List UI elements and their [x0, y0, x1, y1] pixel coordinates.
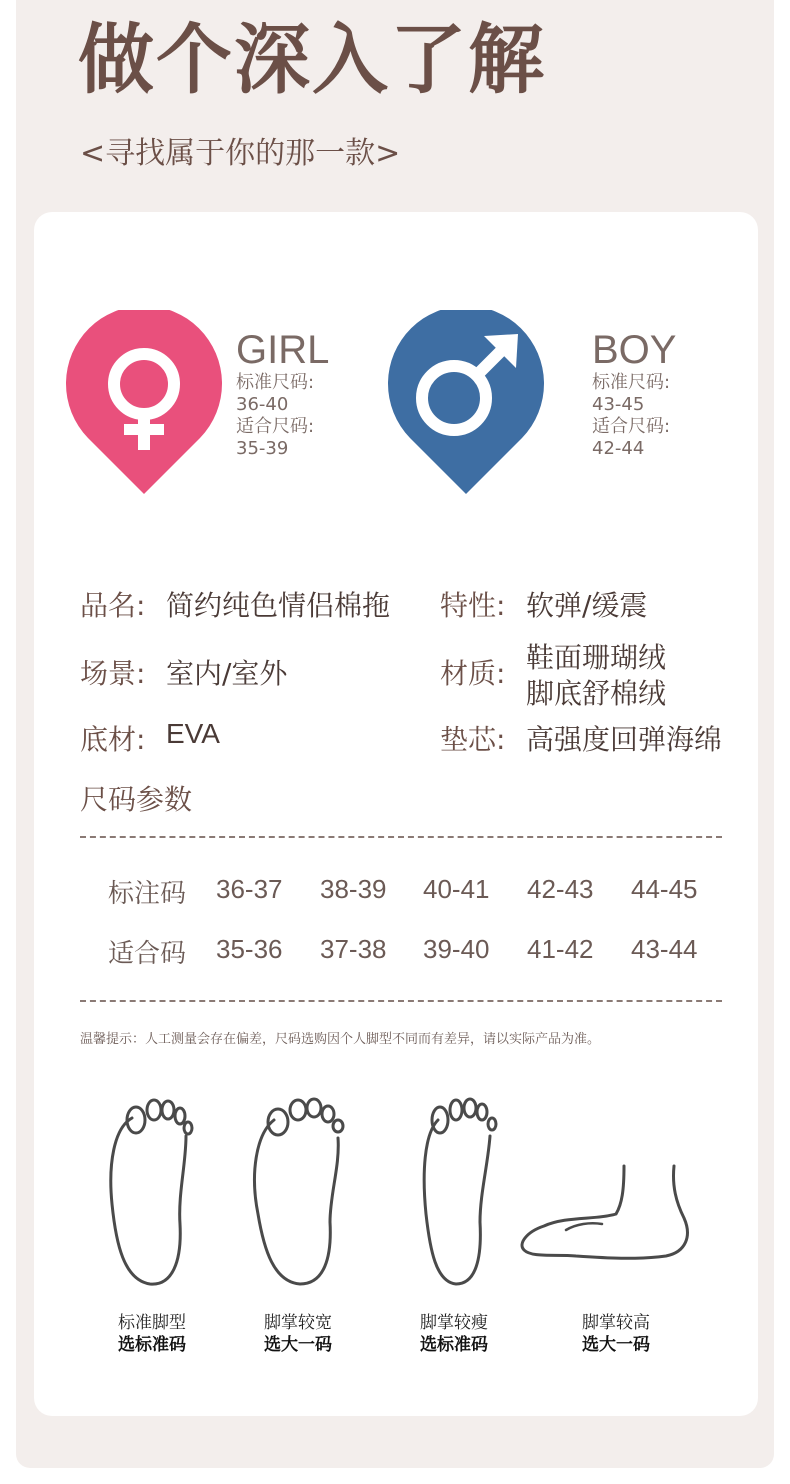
- spec-core-label: 垫芯:: [440, 723, 506, 756]
- girl-standard-label: 标准尺码:: [236, 372, 315, 393]
- male-symbol-icon: [388, 310, 544, 496]
- boy-standard-value: 43-45: [592, 394, 645, 415]
- size-table-title: 尺码参数: [80, 783, 193, 816]
- size-cell: 43-44: [631, 934, 698, 964]
- boy-fit-label: 适合尺码:: [592, 416, 671, 437]
- foot-advice: 选大一码: [582, 1335, 650, 1355]
- size-cell: 39-40: [423, 934, 490, 964]
- wide-foot-icon: [248, 1094, 348, 1294]
- page-subtitle: <寻找属于你的那一款>: [80, 136, 401, 171]
- foot-caption: 脚掌较高: [582, 1313, 650, 1333]
- spec-sole-label: 底材:: [80, 723, 146, 756]
- spec-material-value-2: 脚底舒棉绒: [526, 677, 667, 710]
- divider-bottom: [80, 1000, 722, 1002]
- page-title: 做个深入了解: [78, 15, 546, 104]
- female-symbol-icon: [66, 310, 222, 496]
- foot-caption: 标准脚型: [118, 1313, 186, 1333]
- size-row-label-fit: 适合码: [108, 939, 187, 969]
- size-tip: 温馨提示：人工测量会存在偏差，尺码选购因个人脚型不同而有差异，请以实际产品为准。: [80, 1032, 601, 1047]
- size-row-label-standard: 标注码: [108, 879, 187, 909]
- boy-standard-label: 标准尺码:: [592, 372, 671, 393]
- boy-fit-value: 42-44: [592, 438, 645, 459]
- foot-advice: 选大一码: [264, 1335, 332, 1355]
- size-cell: 41-42: [527, 934, 594, 964]
- size-cell: 37-38: [320, 934, 387, 964]
- spec-material-value-1: 鞋面珊瑚绒: [526, 641, 667, 674]
- thin-foot-icon: [410, 1094, 500, 1294]
- spec-sole-value: EVA: [166, 718, 220, 749]
- spec-material-label: 材质:: [440, 657, 506, 690]
- spec-name-label: 品名:: [80, 589, 146, 622]
- spec-feature-label: 特性:: [440, 589, 506, 622]
- spec-feature-value: 软弹/缓震: [526, 589, 648, 622]
- foot-advice: 选标准码: [420, 1335, 488, 1355]
- foot-caption: 脚掌较瘦: [420, 1313, 488, 1333]
- girl-fit-label: 适合尺码:: [236, 416, 315, 437]
- spec-core-value: 高强度回弹海绵: [526, 723, 723, 756]
- spec-scene-value: 室内/室外: [166, 657, 288, 690]
- size-cell: 44-45: [631, 874, 698, 904]
- spec-scene-label: 场景:: [80, 657, 146, 690]
- size-cell: 36-37: [216, 874, 283, 904]
- spec-name-value: 简约纯色情侣棉拖: [166, 589, 391, 622]
- foot-caption: 脚掌较宽: [264, 1313, 332, 1333]
- size-cell: 40-41: [423, 874, 490, 904]
- size-cell: 42-43: [527, 874, 594, 904]
- size-cell: 35-36: [216, 934, 283, 964]
- size-cell: 38-39: [320, 874, 387, 904]
- boy-label: BOY: [592, 328, 677, 372]
- girl-standard-value: 36-40: [236, 394, 289, 415]
- foot-advice: 选标准码: [118, 1335, 186, 1355]
- high-arch-foot-icon: [516, 1160, 696, 1274]
- divider-top: [80, 836, 722, 838]
- girl-fit-value: 35-39: [236, 438, 289, 459]
- girl-label: GIRL: [236, 328, 330, 372]
- standard-foot-icon: [102, 1094, 196, 1294]
